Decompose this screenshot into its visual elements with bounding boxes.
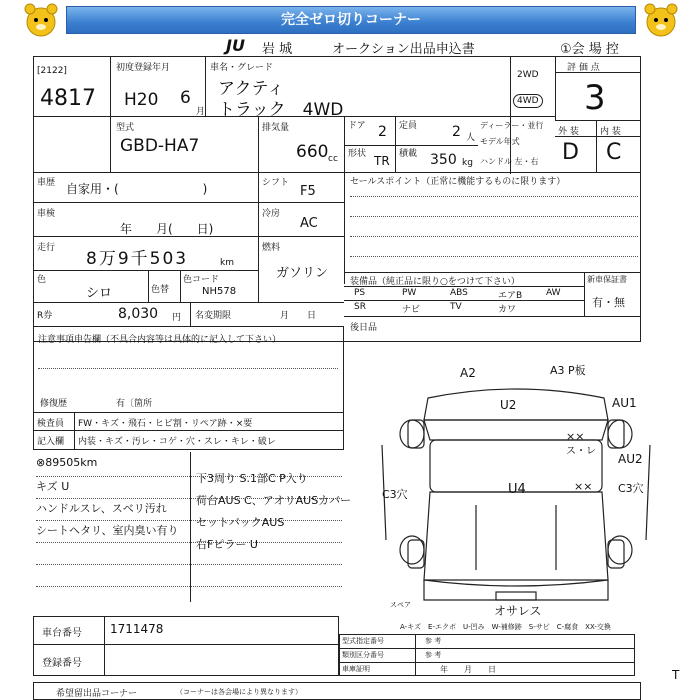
- equipment-item: AW: [546, 288, 561, 298]
- recycle-ticket-value: 8,030: [118, 306, 159, 322]
- ac-value: AC: [300, 216, 318, 231]
- bear-mascot-icon: [642, 2, 680, 38]
- doors-label: ドア: [348, 121, 366, 131]
- remark-line: シートヘタリ、室内臭い有り: [36, 524, 179, 537]
- inspector-row: FW・キズ・飛石・ヒビ割・リペア跡・×要: [78, 419, 253, 429]
- cc-unit: cc: [328, 154, 338, 164]
- capacity-value: 2: [452, 124, 461, 140]
- equipment-item: カワ: [498, 305, 517, 315]
- mark-t: T: [672, 668, 680, 682]
- warranty-label: 新車保証書: [587, 275, 627, 284]
- name-change-label: 名変期限: [195, 311, 232, 321]
- load-unit: kg: [462, 158, 473, 168]
- era-year: H20: [124, 90, 159, 110]
- color-code-label: 色コード: [183, 275, 220, 285]
- chassis-label: 車台番号: [42, 628, 82, 639]
- shape-value: TR: [374, 154, 390, 168]
- equipment-item: ABS: [450, 288, 468, 298]
- inspector-label: 検査員: [37, 419, 65, 429]
- equipment-item: TV: [450, 302, 462, 312]
- garage-label: 車庫証明: [342, 665, 370, 673]
- repair-value: 有〔箇所: [116, 399, 153, 409]
- form-title: オークション出品申込書: [332, 42, 475, 57]
- notes-label: 注意事項申告欄（不具合内容等は具体的に記入して下さい）: [38, 335, 282, 345]
- org-name: 岩 城: [262, 42, 293, 57]
- mark-au2: AU2: [618, 452, 643, 466]
- entry-row: 内装・キズ・汚レ・コゲ・穴・スレ・キレ・破レ: [78, 437, 276, 447]
- venue-copy: ①会 場 控: [560, 42, 619, 57]
- sales-point-label: セールスポイント（正常に機能するものに限ります）: [350, 177, 566, 187]
- remark-line: 右Fピラー U: [196, 538, 258, 551]
- doors-value: 2: [378, 124, 387, 140]
- equipment-item: PW: [402, 288, 417, 298]
- mark-u2: U2: [500, 398, 517, 412]
- mark-rear: オサレス: [494, 604, 542, 618]
- score-label: 評 価 点: [567, 63, 600, 73]
- repair-label: 修復歴: [40, 399, 68, 409]
- drive-4wd: 4WD: [513, 94, 543, 108]
- int-grade: C: [606, 140, 622, 165]
- recycle-ticket-label: R券: [37, 311, 53, 321]
- shape-label: 形状: [348, 149, 367, 159]
- desired-corner-label: 希望留出品コーナー: [56, 689, 138, 699]
- car-name: アクティ: [218, 79, 285, 99]
- remark-line: 荷台AUS C、アオリAUSカバー: [196, 494, 352, 507]
- capacity-unit: 人: [466, 133, 476, 143]
- mark-c3-left: C3穴: [382, 488, 408, 501]
- lot-code: [2122]: [37, 66, 67, 76]
- mileage-value: 8万9千503: [86, 249, 189, 269]
- car-name-label: 車名・グレード: [210, 63, 274, 73]
- designation-value: 参 考: [425, 637, 442, 645]
- category-label: 類別区分番号: [342, 651, 384, 659]
- equipment-label: 装備品（純正品に限り○をつけて下さい）: [350, 277, 520, 287]
- remark-line: キズ U: [36, 480, 70, 493]
- name-change-value: 月 日: [280, 311, 317, 321]
- model-value: GBD-HA7: [120, 136, 200, 156]
- capacity-label: 定員: [399, 121, 418, 131]
- equipment-row-2: [344, 301, 584, 314]
- grade: トラック 4WD: [218, 100, 344, 120]
- category-value: 参 考: [425, 651, 442, 659]
- mark-xx1: ××: [566, 430, 585, 443]
- drive-2wd: 2WD: [517, 70, 539, 80]
- inspection-value: 年 月( 日): [120, 222, 214, 236]
- mark-c3-right: C3穴: [618, 482, 644, 495]
- first-reg-label: 初度登録年月: [116, 63, 171, 73]
- load-label: 積載: [399, 149, 418, 159]
- mark-xx2: ス・レ: [566, 446, 596, 457]
- banner-title: 完全ゼロ切りコーナー: [66, 6, 636, 34]
- desired-corner-note: （コーナーは各会場により異なります）: [176, 688, 302, 696]
- garage-value: 年 月 日: [440, 665, 496, 674]
- model-year-label: モデル年式: [480, 137, 520, 146]
- color-change-label: 色替: [151, 285, 170, 295]
- month-unit: 月: [196, 107, 206, 117]
- displacement-label: 排気量: [262, 123, 290, 133]
- chassis-value: 1711478: [110, 622, 164, 636]
- mark-xx3: ××: [574, 480, 593, 493]
- ext-label: 外 装: [558, 127, 579, 137]
- remark-line: 下3周り S.1部C P入り: [196, 472, 308, 485]
- color-code-value: NH578: [202, 286, 237, 297]
- remark-line: ⊗89505km: [36, 456, 98, 469]
- model-label: 型式: [116, 123, 135, 133]
- entry-label: 記入欄: [37, 437, 65, 447]
- load-value: 350: [430, 152, 457, 168]
- mark-a3: A3 P板: [550, 364, 586, 377]
- ext-grade: D: [562, 140, 579, 165]
- mileage-label: 走行: [37, 243, 56, 253]
- equipment-item: SR: [354, 302, 366, 312]
- mark-a2: A2: [460, 366, 476, 380]
- history-value: 自家用・( ): [66, 182, 208, 196]
- remark-line: ハンドルスレ、スベリ汚れ: [36, 502, 167, 515]
- displacement-value: 660: [296, 142, 329, 162]
- header-bar: [0, 0, 700, 42]
- remark-line: セットバックAUS: [196, 516, 285, 529]
- km-unit: km: [220, 258, 234, 268]
- bear-mascot-icon: [22, 2, 60, 38]
- fuel-label: 燃料: [262, 243, 281, 253]
- ac-label: 冷房: [262, 209, 281, 219]
- color-label: 色: [37, 275, 47, 285]
- logo-text: JU: [226, 36, 245, 55]
- reg-month: 6: [180, 88, 191, 108]
- color-value: シロ: [86, 286, 113, 301]
- equipment-row-1: [344, 287, 584, 300]
- spare-label: スペア: [390, 601, 411, 609]
- designation-label: 型式指定番号: [342, 637, 384, 645]
- fuel-value: ガソリン: [276, 266, 329, 281]
- equipment-item: ナビ: [402, 305, 421, 315]
- mark-u4: U4: [508, 482, 526, 497]
- inspection-label: 車検: [37, 209, 56, 219]
- handle-label: ハンドル 左・右: [480, 157, 539, 166]
- lot-number: 4817: [40, 86, 96, 111]
- yen-unit: 円: [172, 313, 182, 323]
- reg-label: 登録番号: [42, 658, 82, 669]
- damage-legend: A-キズ E-エクボ U-凹み W-補修跡 S-サビ C-腐食 XX-交換: [400, 623, 611, 631]
- shift-label: シフト: [262, 178, 290, 188]
- equipment-item: PS: [354, 288, 366, 298]
- int-label: 内 装: [600, 127, 621, 137]
- shift-value: F5: [300, 184, 316, 199]
- dealer-label: ディーラー・並行: [480, 121, 544, 130]
- score-value: 3: [584, 78, 606, 118]
- rear-items-label: 後日品: [350, 323, 378, 333]
- equipment-item: エアB: [498, 291, 523, 301]
- history-label: 車歴: [37, 178, 56, 188]
- mark-au1: AU1: [612, 396, 637, 410]
- warranty-value: 有・無: [592, 296, 625, 309]
